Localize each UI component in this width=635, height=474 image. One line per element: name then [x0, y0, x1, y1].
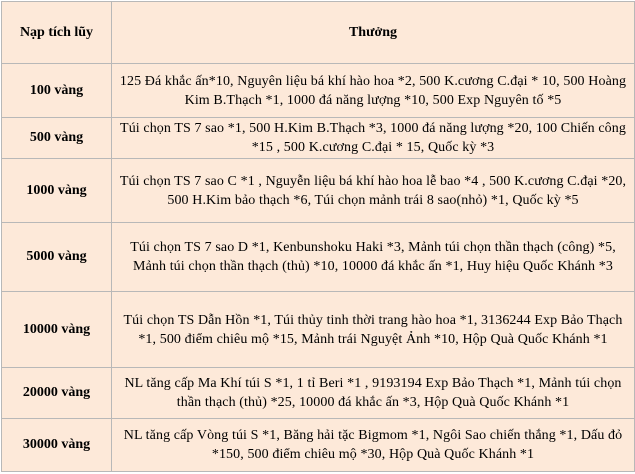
- header-reward: Thưởng: [112, 2, 635, 64]
- table-row: [2, 292, 635, 368]
- level-cell: 20000 vàng: [2, 368, 112, 419]
- level-cell: 10000 vàng: [2, 292, 112, 368]
- header-row: [2, 2, 635, 64]
- table-row: [2, 419, 635, 472]
- header-level: Nạp tích lũy: [2, 2, 112, 64]
- reward-cell: 125 Đá khắc ấn*10, Nguyên liệu bá khí hào hoa *2, 500 K.cương C.đại * 10, 500 Hoàng Kim B.Thạch *1, 1000 đá năng lượng *10, 500 Exp Nguyên tố *5: [112, 64, 635, 118]
- table-row: [2, 118, 635, 159]
- reward-cell: NL tăng cấp Vòng túi S *1, Băng hải tặc Bigmom *1, Ngôi Sao chiến thắng *1, Dấu đỏ *150, 500 điểm chiêu mộ *30, Hộp Quà Quốc Khánh *1: [112, 419, 635, 472]
- level-cell: 100 vàng: [2, 64, 112, 118]
- reward-cell: NL tăng cấp Ma Khí túi S *1, 1 tỉ Beri *1 , 9193194 Exp Bảo Thạch *1, Mảnh túi chọn thần thạch (thủ) *25, 10000 đá khắc ấn *3, Hộp Quà Quốc Khánh *1: [112, 368, 635, 419]
- table-row: [2, 368, 635, 419]
- level-cell: 1000 vàng: [2, 159, 112, 223]
- table-row: [2, 159, 635, 223]
- level-cell: 30000 vàng: [2, 419, 112, 472]
- table-row: [2, 64, 635, 118]
- table-row: [2, 223, 635, 292]
- level-cell: 5000 vàng: [2, 223, 112, 292]
- reward-cell: Túi chọn TS 7 sao D *1, Kenbunshoku Haki *3, Mảnh túi chọn thần thạch (công) *5, Mảnh túi chọn thần thạch (thủ) *10, 10000 đá khắc ấn *1, Huy hiệu Quốc Khánh *3: [112, 223, 635, 292]
- reward-cell: Túi chọn TS 7 sao C *1 , Nguyễn liệu bá khí hào hoa lễ bao *4 , 500 K.cương C.đại *20, 500 H.Kim bảo thạch *6, Túi chọn mảnh trái 8 sao(nhỏ) *1, Quốc kỳ *5: [112, 159, 635, 223]
- reward-cell: Túi chọn TS 7 sao *1, 500 H.Kim B.Thạch *3, 1000 đá năng lượng *20, 100 Chiến công *15 , 500 K.cương C.đại * 15, Quốc kỳ *3: [112, 118, 635, 159]
- rewards-table: [1, 1, 635, 472]
- reward-cell: Túi chọn TS Dẫn Hồn *1, Túi thủy tinh thời trang hào hoa *1, 3136244 Exp Bảo Thạch *1, 500 điểm chiêu mộ *15, Mảnh trái Nguyệt Ảnh *10, Hộp Quà Quốc Khánh *1: [112, 292, 635, 368]
- level-cell: 500 vàng: [2, 118, 112, 159]
